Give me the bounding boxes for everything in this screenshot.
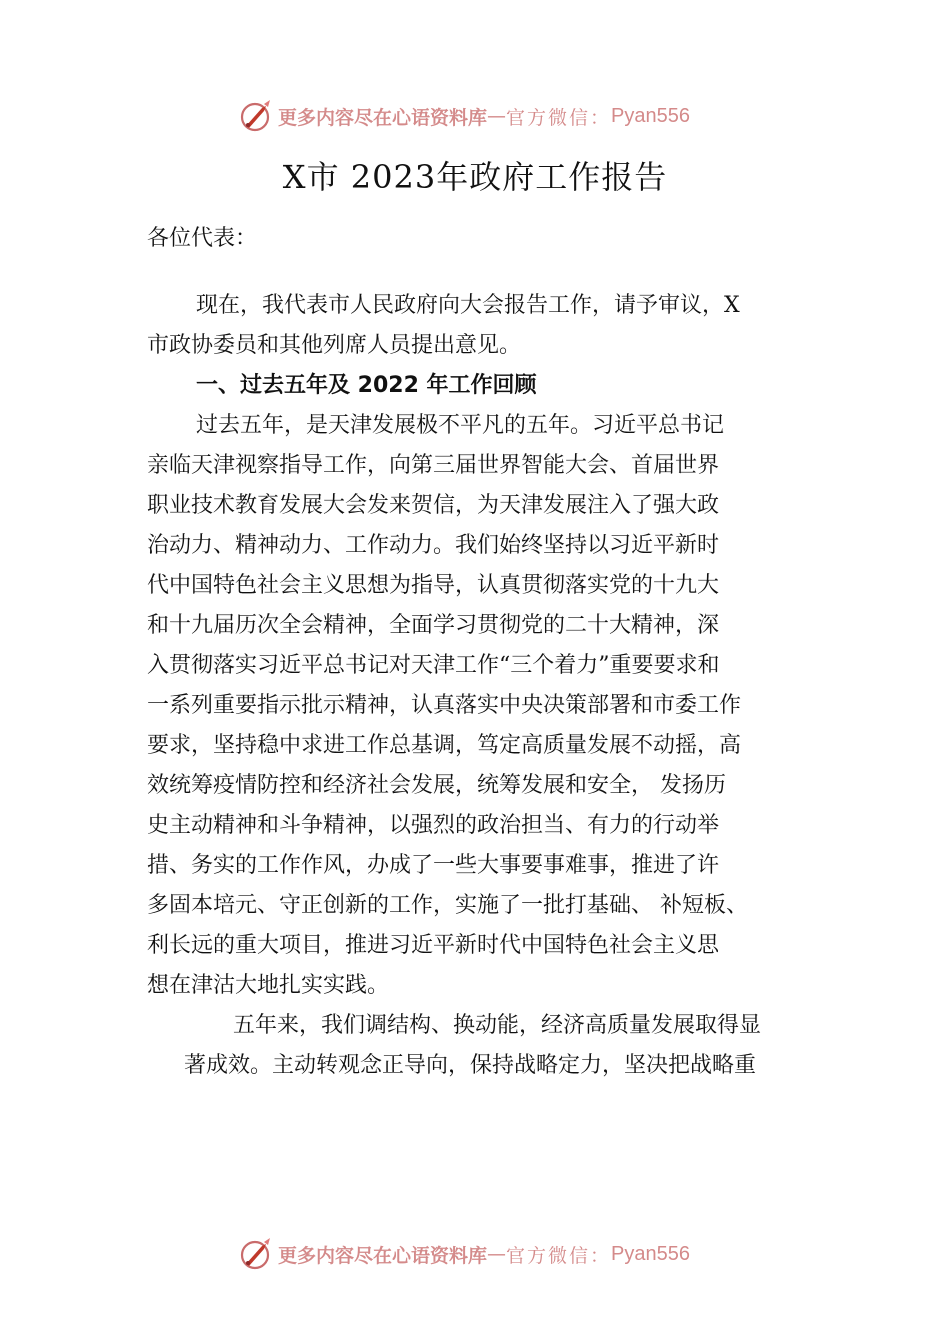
- paragraph-line: 利长远的重大项目，推进习近平新时代中国特色社会主义思: [147, 933, 720, 958]
- paragraph-line: 代中国特色社会主义思想为指导，认真贯彻落实党的十九大: [147, 573, 720, 598]
- paragraph-line: 过去五年，是天津发展极不平凡的五年。习近平总书记: [196, 413, 725, 438]
- paragraph-line: 治动力、精神动力、工作动力。我们始终坚持以习近平新时: [147, 533, 720, 558]
- paragraph-line: 史主动精神和斗争精神，以强烈的政治担当、有力的行动举: [147, 813, 720, 838]
- paragraph-line: 五年来，我们调结构、换动能，经济高质量发展取得显: [233, 1013, 762, 1038]
- watermark-id-text: Pyan556: [611, 1242, 690, 1265]
- paragraph-line: 现在，我代表市人民政府向大会报告工作，请予审议，X: [196, 293, 740, 318]
- salutation: 各位代表：: [147, 226, 258, 251]
- watermark-banner-top: [0, 96, 950, 136]
- brush-logo-icon: [238, 1236, 274, 1272]
- brush-logo-icon: [238, 98, 274, 134]
- paragraph-line: 措、务实的工作作风，办成了一些大事要事难事，推进了许: [147, 853, 720, 878]
- section-heading: 一、过去五年及 2022 年工作回顾: [196, 373, 537, 398]
- paragraph-line: 多固本培元、守正创新的工作，实施了一批打基础、 补短板、: [147, 893, 748, 918]
- paragraph-line: 著成效。主动转观念正导向，保持战略定力，坚决把战略重: [184, 1053, 757, 1078]
- watermark-sub-text: 官方微信：: [506, 106, 612, 129]
- watermark-main-text: 更多内容尽在心语资料库: [278, 106, 488, 129]
- watermark-dash: —: [487, 105, 507, 127]
- watermark-banner-bottom: [0, 1234, 950, 1274]
- watermark-id-text: Pyan556: [611, 104, 690, 127]
- paragraph-line: 想在津沽大地扎实实践。: [147, 973, 390, 998]
- watermark-dash: —: [487, 1243, 507, 1265]
- paragraph-line: 一系列重要指示批示精神，认真落实中央决策部署和市委工作: [147, 693, 742, 718]
- paragraph-line: 要求，坚持稳中求进工作总基调，笃定高质量发展不动摇，高: [147, 733, 742, 758]
- paragraph-line: 入贯彻落实习近平总书记对天津工作“三个着力”重要要求和: [147, 653, 720, 678]
- paragraph-line: 亲临天津视察指导工作，向第三届世界智能大会、首届世界: [147, 453, 720, 478]
- watermark-main-text: 更多内容尽在心语资料库: [278, 1244, 488, 1267]
- watermark-sub-text: 官方微信：: [506, 1244, 612, 1267]
- paragraph-line: 市政协委员和其他列席人员提出意见。: [147, 333, 522, 358]
- paragraph-line: 和十九届历次全会精神，全面学习贯彻党的二十大精神，深: [147, 613, 720, 638]
- paragraph-line: 效统筹疫情防控和经济社会发展，统筹发展和安全， 发扬历: [147, 773, 726, 798]
- paragraph-line: 职业技术教育发展大会发来贺信，为天津发展注入了强大政: [147, 493, 720, 518]
- document-title: X市 2023年政府工作报告: [282, 158, 668, 196]
